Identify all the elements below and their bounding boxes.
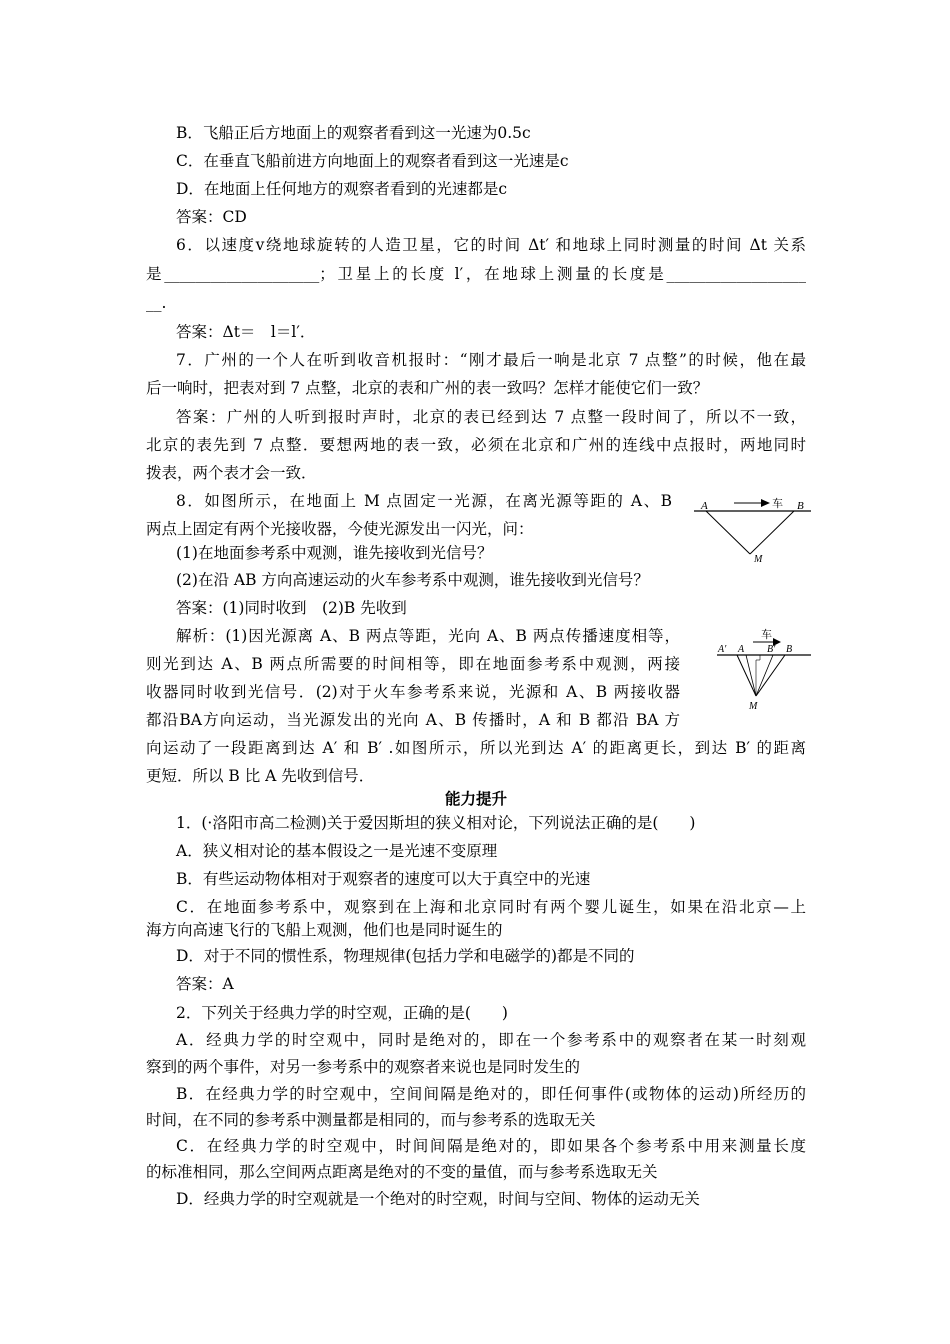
- fig2-label-a: A: [738, 644, 745, 655]
- fig2-label-car: 车: [761, 629, 772, 641]
- p2-option-d: D．经典力学的时空观就是一个绝对的时空观，时间与空间、物体的运动无关: [176, 1190, 700, 1208]
- p2-option-a-line2: 察到的两个事件，对另一参考系中的观察者来说也是同时发生的: [146, 1058, 581, 1076]
- q8-sub-question-1: (1)在地面参考系中观测，谁先接收到光信号？: [176, 544, 493, 562]
- q5-option-c: C．在垂直飞船前进方向地面上的观察者看到这一光速是c: [176, 152, 569, 170]
- q6-stem-line2: 是____________________；卫星上的长度 l′，在地球上测量的长度是__________________: [146, 265, 806, 283]
- q7-stem-line2: 后一响时，把表对到 7 点整，北京的表和广州的表一致吗？怎样才能使它们一致？: [146, 379, 709, 397]
- q7-answer-line3: 拨表，两个表才会一致．: [146, 464, 317, 482]
- q8-explanation-line6: 更短．所以 B 比 A 先收到信号．: [146, 767, 375, 785]
- q5-answer: 答案：CD: [176, 208, 247, 226]
- fig2-label-b: B: [786, 644, 793, 655]
- fig2-label-b-prime: B′: [767, 644, 776, 655]
- p1-stem: 1．(·洛阳市高二检测)关于爱因斯坦的狭义相对论，下列说法正确的是( ): [176, 814, 696, 832]
- p1-option-d: D．对于不同的惯性系，物理规律(包括力学和电磁学的)都是不同的: [176, 947, 635, 965]
- q6-answer: 答案：Δt＝ l＝l′．: [176, 323, 316, 341]
- q8-explanation-line2: 则光到达 A、B 两点所需要的时间相等，即在地面参考系中观测，两接: [146, 655, 680, 673]
- q6-stem-line3: __.: [146, 294, 167, 312]
- q8-stem-line2: 两点上固定有两个光接收器，今使光源发出一闪光，问：: [146, 520, 534, 538]
- q7-stem-line1: 7．广州的一个人在听到收音机报时：“刚才最后一响是北京 7 点整”的时候，他在最: [176, 351, 806, 369]
- p2-option-c-line2: 的标准相同，那么空间两点距离是绝对的不变的量值，而与参考系选取无关: [146, 1163, 658, 1181]
- fig2-label-a-prime: A′: [718, 644, 727, 655]
- p1-option-c-line2: 海方向高速飞行的飞船上观测，他们也是同时诞生的: [146, 921, 503, 939]
- p2-option-b-line2: 时间，在不同的参考系中测量都是相同的，而与参考系的选取无关: [146, 1111, 596, 1129]
- fig2-label-m: M: [749, 701, 758, 712]
- q8-explanation-line4: 都沿BA方向运动，当光源发出的光向 A、B 传播时，A 和 B 都沿 BA 方: [146, 711, 680, 729]
- section-title: 能力提升: [444, 789, 507, 808]
- p2-option-a-line1: A．经典力学的时空观中，同时是绝对的，即在一个参考系中的观察者在某一时刻观: [176, 1031, 806, 1049]
- p1-option-c-line1: C．在地面参考系中，观察到在上海和北京同时有两个婴儿诞生，如果在沿北京—上: [176, 898, 806, 916]
- p1-option-a: A．狭义相对论的基本假设之一是光速不变原理: [176, 842, 498, 860]
- q6-stem-line1: 6．以速度v绕地球旋转的人造卫星，它的时间 Δt′ 和地球上同时测量的时间 Δt 关系: [176, 236, 806, 254]
- q5-option-d: D．在地面上任何地方的观察者看到的光速都是c: [176, 180, 508, 198]
- figure-light-source-ground: [690, 494, 815, 570]
- fig1-label-a: A: [701, 500, 708, 512]
- q8-explanation-line5: 向运动了一段距离到达 A′ 和 B′ .如图所示，所以光到达 A′ 的距离更长，到达 B′ 的距离: [146, 739, 806, 757]
- fig1-label-car: 车: [772, 498, 783, 510]
- fig1-label-b: B: [797, 500, 804, 512]
- p1-option-b: B．有些运动物体相对于观察者的速度可以大于真空中的光速: [176, 870, 591, 888]
- q5-option-b: B．飞船正后方地面上的观察者看到这一光速为0.5c: [176, 124, 531, 142]
- q8-explanation-line3: 收器同时收到光信号．(2)对于火车参考系来说，光源和 A、B 两接收器: [146, 683, 680, 701]
- q8-stem-line1: 8．如图所示，在地面上 M 点固定一光源，在离光源等距的 A、B: [176, 492, 672, 510]
- fig1-label-m: M: [754, 554, 763, 565]
- q8-sub-question-2: (2)在沿 AB 方向高速运动的火车参考系中观测，谁先接收到光信号？: [176, 571, 649, 589]
- q8-answer: 答案：(1)同时收到 (2)B 先收到: [176, 599, 407, 617]
- figure-light-source-train: [715, 620, 815, 714]
- p2-stem: 2．下列关于经典力学的时空观，正确的是( ): [176, 1004, 508, 1022]
- q7-answer-line1: 答案：广州的人听到报时声时，北京的表已经到达 7 点整一段时间了，所以不一致，: [176, 408, 806, 426]
- p2-option-b-line1: B．在经典力学的时空观中，空间间隔是绝对的，即任何事件(或物体的运动)所经历的: [176, 1085, 806, 1103]
- q8-explanation-line1: 解析：(1)因光源离 A、B 两点等距，光向 A、B 两点传播速度相等，: [176, 627, 680, 645]
- p1-answer: 答案：A: [176, 975, 234, 993]
- p2-option-c-line1: C．在经典力学的时空观中，时间间隔是绝对的，即如果各个参考系中用来测量长度: [176, 1137, 806, 1155]
- q7-answer-line2: 北京的表先到 7 点整．要想两地的表一致，必须在北京和广州的连线中点报时，两地同时: [146, 436, 806, 454]
